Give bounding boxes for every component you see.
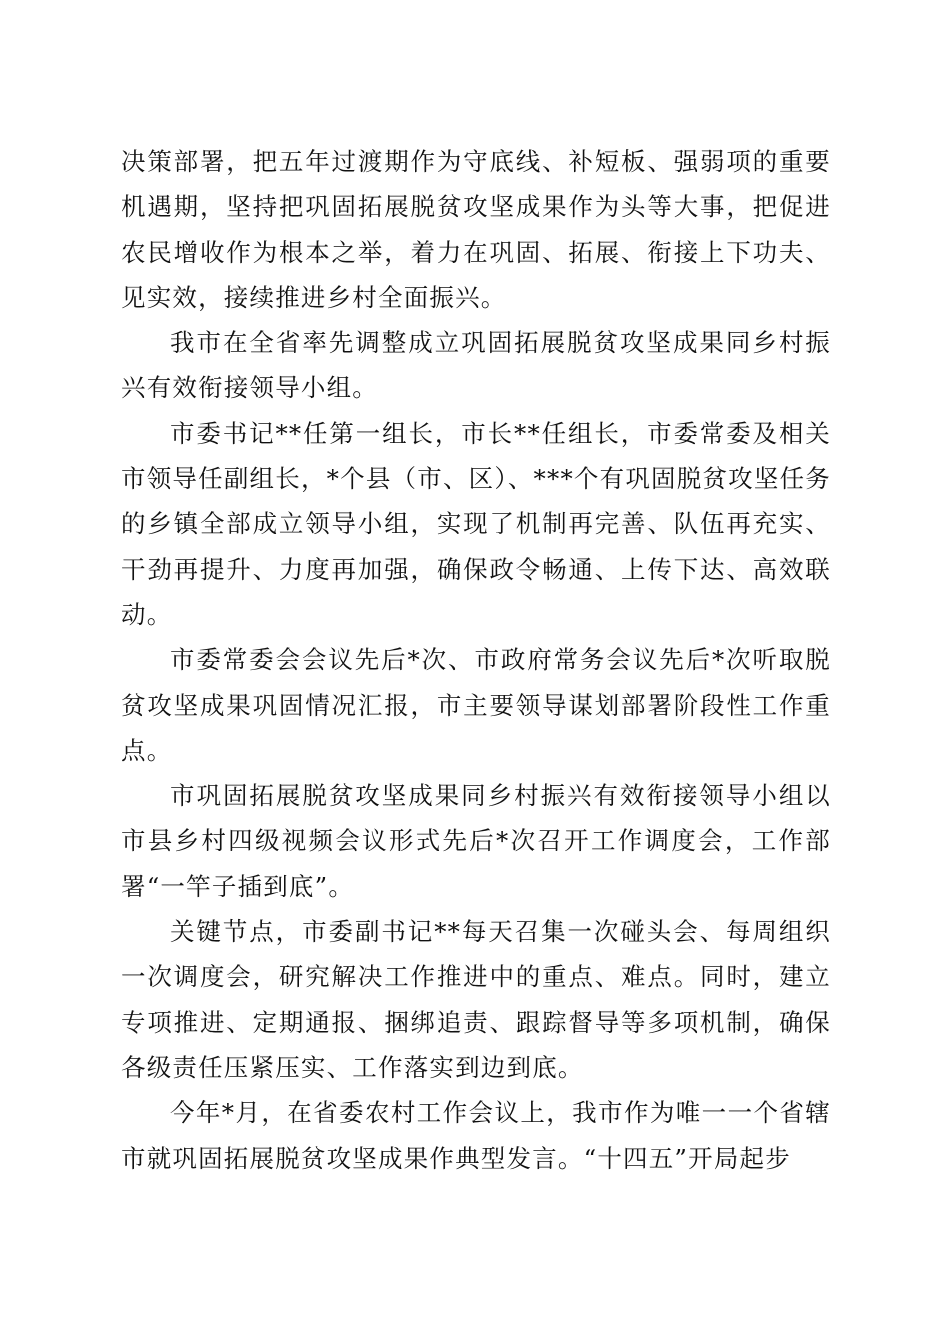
paragraph-provincial-meeting: 今年*月，在省委农村工作会议上，我市作为唯一一个省辖市就巩固拓展脱贫攻坚成果作典型发言。“十四五”开局起步 bbox=[121, 1098, 831, 1173]
paragraph-group-members: 市委书记**任第一组长，市长**任组长，市委常委及相关市领导任副组长，*个县（市、区）、***个有巩固脱贫攻坚任务的乡镇全部成立领导小组，实现了机制再完善、队伍再充实、干劲再提升、力度再加强，确保政令畅通、上传下达、高效联动。 bbox=[121, 418, 831, 629]
paragraph-meetings: 市委常委会会议先后*次、市政府常务会议先后*次听取脱贫攻坚成果巩固情况汇报，市主要领导谋划部署阶段性工作重点。 bbox=[121, 645, 831, 765]
paragraph-key-nodes: 关键节点，市委副书记**每天召集一次碰头会、每周组织一次调度会，研究解决工作推进中的重点、难点。同时，建立专项推进、定期通报、捆绑追责、跟踪督导等多项机制，确保各级责任压紧压实、工作落实到边到底。 bbox=[121, 917, 831, 1082]
paragraph-continuation: 决策部署，把五年过渡期作为守底线、补短板、强弱项的重要机遇期，坚持把巩固拓展脱贫攻坚成果作为头等大事，把促进农民增收作为根本之举，着力在巩固、拓展、衔接上下功夫、见实效，接续推进乡村全面振兴。 bbox=[121, 147, 831, 312]
paragraph-video-conference: 市巩固拓展脱贫攻坚成果同乡村振兴有效衔接领导小组以市县乡村四级视频会议形式先后*次召开工作调度会，工作部署“一竿子插到底”。 bbox=[121, 781, 831, 901]
paragraph-leading-group: 我市在全省率先调整成立巩固拓展脱贫攻坚成果同乡村振兴有效衔接领导小组。 bbox=[121, 328, 831, 403]
document-body bbox=[121, 139, 831, 1181]
